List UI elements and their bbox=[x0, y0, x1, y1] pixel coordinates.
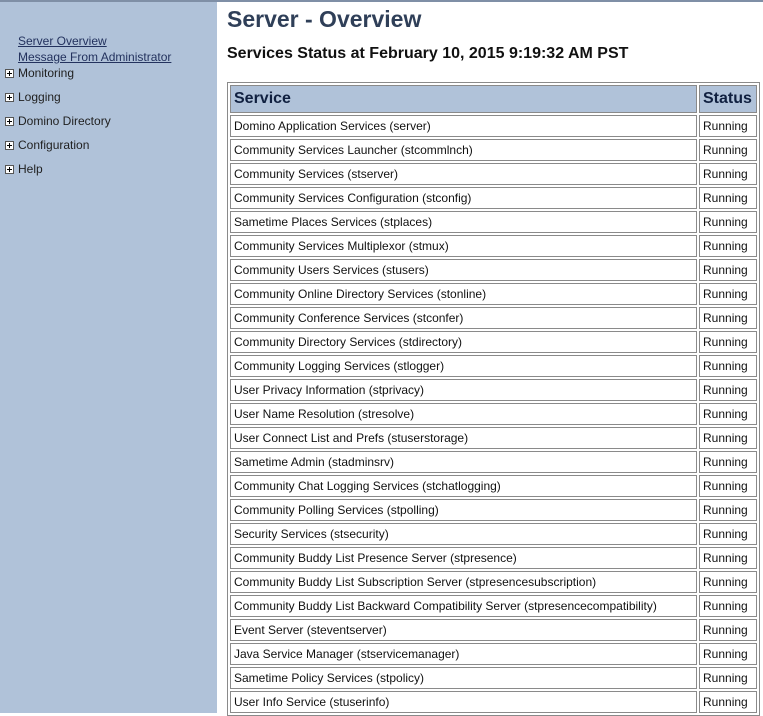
service-status-cell: Running bbox=[699, 667, 757, 689]
expand-plus-icon[interactable] bbox=[5, 117, 14, 126]
table-row bbox=[230, 115, 757, 137]
table-row bbox=[230, 139, 757, 161]
service-name-cell: User Name Resolution (stresolve) bbox=[230, 403, 697, 425]
table-row bbox=[230, 211, 757, 233]
table-row bbox=[230, 403, 757, 425]
service-name-cell: Community Buddy List Subscription Server (stpresencesubscription) bbox=[230, 571, 697, 593]
service-status-cell: Running bbox=[699, 499, 757, 521]
status-column-header: Status bbox=[699, 85, 757, 113]
service-status-cell: Running bbox=[699, 163, 757, 185]
service-status-cell: Running bbox=[699, 403, 757, 425]
server-overview-link[interactable]: Server Overview bbox=[18, 34, 107, 48]
service-name-cell: Community Polling Services (stpolling) bbox=[230, 499, 697, 521]
table-row bbox=[230, 475, 757, 497]
service-name-cell: Community Services Configuration (stconfig) bbox=[230, 187, 697, 209]
service-name-cell: Security Services (stsecurity) bbox=[230, 523, 697, 545]
service-name-cell: Community Services Launcher (stcommlnch) bbox=[230, 139, 697, 161]
service-name-cell: Community Chat Logging Services (stchatlogging) bbox=[230, 475, 697, 497]
service-status-cell: Running bbox=[699, 283, 757, 305]
service-name-cell: Sametime Admin (stadminsrv) bbox=[230, 451, 697, 473]
sidebar bbox=[0, 2, 217, 713]
service-name-cell: Community Services Multiplexor (stmux) bbox=[230, 235, 697, 257]
table-row bbox=[230, 547, 757, 569]
expand-plus-icon[interactable] bbox=[5, 69, 14, 78]
expand-plus-icon[interactable] bbox=[5, 165, 14, 174]
expand-plus-icon[interactable] bbox=[5, 141, 14, 150]
expand-plus-icon[interactable] bbox=[5, 93, 14, 102]
message-from-administrator-link[interactable]: Message From Administrator bbox=[18, 50, 172, 64]
service-status-cell: Running bbox=[699, 643, 757, 665]
service-status-cell: Running bbox=[699, 355, 757, 377]
table-row bbox=[230, 163, 757, 185]
table-row bbox=[230, 235, 757, 257]
service-name-cell: Community Logging Services (stlogger) bbox=[230, 355, 697, 377]
service-status-cell: Running bbox=[699, 595, 757, 617]
nav-group-domino-directory[interactable] bbox=[5, 113, 111, 129]
service-status-cell: Running bbox=[699, 331, 757, 353]
service-name-cell: Domino Application Services (server) bbox=[230, 115, 697, 137]
service-name-cell: Event Server (steventserver) bbox=[230, 619, 697, 641]
services-table bbox=[227, 82, 760, 716]
service-status-cell: Running bbox=[699, 235, 757, 257]
service-name-cell: User Info Service (stuserinfo) bbox=[230, 691, 697, 713]
table-row bbox=[230, 691, 757, 713]
service-name-cell: User Connect List and Prefs (stuserstorage) bbox=[230, 427, 697, 449]
service-name-cell: Sametime Places Services (stplaces) bbox=[230, 211, 697, 233]
service-name-cell: Java Service Manager (stservicemanager) bbox=[230, 643, 697, 665]
services-table-body bbox=[230, 115, 757, 713]
service-name-cell: Community Buddy List Presence Server (stpresence) bbox=[230, 547, 697, 569]
table-row bbox=[230, 619, 757, 641]
service-status-cell: Running bbox=[699, 259, 757, 281]
nav-group-label: Monitoring bbox=[18, 66, 75, 80]
table-row bbox=[230, 667, 757, 689]
service-status-cell: Running bbox=[699, 139, 757, 161]
table-row bbox=[230, 499, 757, 521]
service-status-cell: Running bbox=[699, 523, 757, 545]
nav-group-help[interactable] bbox=[5, 161, 43, 177]
main-content bbox=[217, 2, 763, 713]
service-name-cell: Community Services (stserver) bbox=[230, 163, 697, 185]
nav-group-label: Configuration bbox=[18, 138, 90, 152]
service-status-cell: Running bbox=[699, 379, 757, 401]
service-status-cell: Running bbox=[699, 691, 757, 713]
service-status-cell: Running bbox=[699, 115, 757, 137]
table-row bbox=[230, 379, 757, 401]
nav-group-configuration[interactable] bbox=[5, 137, 89, 153]
service-name-cell: Community Directory Services (stdirectory) bbox=[230, 331, 697, 353]
table-row bbox=[230, 283, 757, 305]
table-row bbox=[230, 187, 757, 209]
service-name-cell: Community Conference Services (stconfer) bbox=[230, 307, 697, 329]
services-status-heading: Services Status at February 10, 2015 9:19:32 AM PST bbox=[227, 45, 629, 62]
table-row bbox=[230, 427, 757, 449]
service-status-cell: Running bbox=[699, 619, 757, 641]
table-row bbox=[230, 259, 757, 281]
table-header-row bbox=[230, 85, 757, 113]
service-name-cell: Sametime Policy Services (stpolicy) bbox=[230, 667, 697, 689]
nav-group-label: Logging bbox=[18, 90, 61, 104]
service-name-cell: Community Online Directory Services (stonline) bbox=[230, 283, 697, 305]
page-title: Server - Overview bbox=[227, 6, 422, 32]
table-row bbox=[230, 355, 757, 377]
nav-group-label: Help bbox=[18, 162, 43, 176]
service-status-cell: Running bbox=[699, 451, 757, 473]
table-row bbox=[230, 307, 757, 329]
service-status-cell: Running bbox=[699, 211, 757, 233]
table-row bbox=[230, 571, 757, 593]
service-status-cell: Running bbox=[699, 475, 757, 497]
service-status-cell: Running bbox=[699, 187, 757, 209]
service-column-header: Service bbox=[230, 85, 697, 113]
service-name-cell: Community Buddy List Backward Compatibility Server (stpresencecompatibility) bbox=[230, 595, 697, 617]
service-status-cell: Running bbox=[699, 427, 757, 449]
nav-group-monitoring[interactable] bbox=[5, 65, 74, 81]
service-status-cell: Running bbox=[699, 571, 757, 593]
service-status-cell: Running bbox=[699, 307, 757, 329]
service-name-cell: User Privacy Information (stprivacy) bbox=[230, 379, 697, 401]
table-row bbox=[230, 595, 757, 617]
table-row bbox=[230, 331, 757, 353]
service-status-cell: Running bbox=[699, 547, 757, 569]
nav-group-logging[interactable] bbox=[5, 89, 61, 105]
table-row bbox=[230, 643, 757, 665]
table-row bbox=[230, 523, 757, 545]
table-row bbox=[230, 451, 757, 473]
service-name-cell: Community Users Services (stusers) bbox=[230, 259, 697, 281]
nav-group-label: Domino Directory bbox=[18, 114, 111, 128]
